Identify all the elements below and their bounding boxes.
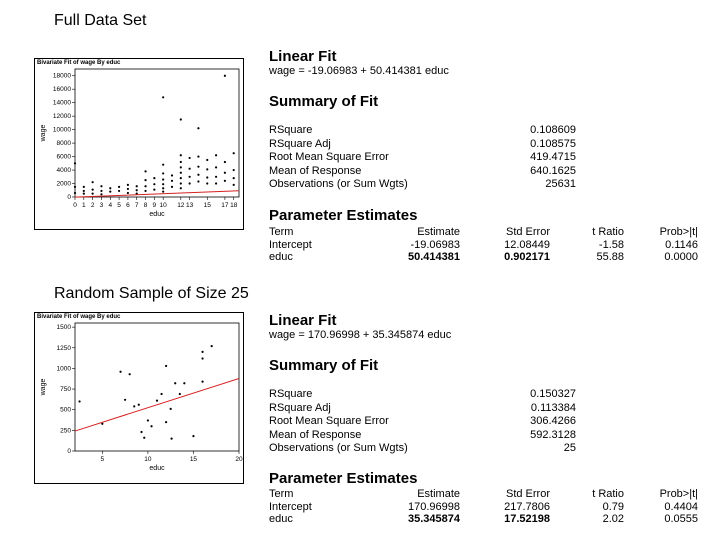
data-point [197,180,199,182]
summary-value: 640.1625 [530,164,576,177]
data-point [197,174,199,176]
summary-label: RSquare [269,124,313,136]
data-point [215,176,217,178]
data-point [189,182,191,184]
data-point [189,176,191,178]
data-point [215,154,217,156]
param-cell: -1.58 [598,238,624,251]
data-point [180,172,182,174]
data-point [127,184,129,186]
data-point [165,365,167,367]
plot-sample [34,312,244,484]
scatter-plot-sample [35,313,243,483]
x-tick-label: 20 [235,456,243,463]
x-tick-label: 5 [117,202,121,209]
data-point [92,181,94,183]
plot-title: Bivariate Fit of wage By educ [37,60,121,66]
y-tick-label: 1250 [56,344,71,352]
data-point [147,419,149,421]
data-point [211,345,213,347]
param-cell: 170.96998 [408,500,460,513]
summary-value: 0.113384 [530,401,576,414]
param-column-header: Prob>|t| [659,488,698,500]
y-tick-label: 18000 [52,72,71,80]
data-point [127,192,129,194]
y-tick-label: 4000 [56,167,71,175]
data-point [136,185,138,187]
data-point [144,170,146,172]
x-tick-label: 6 [126,202,130,209]
param-column-header: Term [269,226,294,238]
data-point [170,408,172,410]
y-tick-label: 500 [60,406,71,414]
data-point [180,118,182,120]
param-cell: 0.1146 [665,238,698,251]
data-point [192,435,194,437]
x-tick-label: 10 [144,456,152,463]
data-point [233,184,235,186]
data-point [171,180,173,182]
x-tick-label: 7 [134,202,139,209]
data-point [109,191,111,193]
data-point [215,182,217,184]
summary-label: RSquare [269,388,313,400]
data-point [150,425,152,427]
summary-value: 592.3128 [530,428,576,441]
summary-heading-2: Summary of Fit [269,357,379,374]
data-point [92,188,94,190]
y-tick-label: 8000 [56,140,71,148]
scatter-plot-full [35,59,243,229]
summary-heading-1: Summary of Fit [269,93,379,110]
data-point [127,188,129,190]
x-tick-label: 10 [159,202,167,209]
data-point [83,186,85,188]
y-tick-label: 750 [60,386,71,394]
data-point [162,164,164,166]
data-point [74,192,76,194]
data-point [92,193,94,195]
data-point [153,183,155,185]
data-point [153,177,155,179]
param-column-header: Estimate [417,226,460,238]
data-point [224,180,226,182]
param-column-header: t Ratio [592,488,624,500]
param-cell: educ [269,513,293,525]
data-point [162,183,164,185]
data-point [171,174,173,176]
data-point [140,431,142,433]
summary-label: Mean of Response [269,164,362,177]
param-cell: 0.0000 [664,251,698,263]
summary-label: RSquare Adj [269,401,331,414]
param-cell: -19.06983 [410,238,460,251]
param-column-header: Estimate [417,488,460,500]
data-point [201,381,203,383]
x-tick-label: 0 [73,202,77,209]
data-point [197,127,199,129]
x-tick-label: 15 [203,202,211,209]
data-point [206,159,208,161]
data-point [171,186,173,188]
data-point [138,404,140,406]
data-point [206,182,208,184]
x-axis-label: educ [149,211,165,218]
data-point [74,186,76,188]
data-point [180,161,182,163]
param-cell: educ [269,251,293,263]
data-point [153,188,155,190]
data-point [162,96,164,98]
x-tick-label: 3 [99,202,104,209]
data-point [162,178,164,180]
params-heading-2: Parameter Estimates [269,470,418,487]
plot-title: Bivariate Fit of wage By educ [37,314,121,320]
data-point [201,351,203,353]
data-point [100,193,102,195]
param-cell: 2.02 [602,513,624,525]
y-tick-label: 2000 [56,180,71,188]
param-cell: 0.902171 [504,251,550,263]
data-point [197,166,199,168]
x-tick-label: 17 [221,202,229,209]
data-point [129,373,131,375]
param-cell: 17.52198 [504,513,550,525]
summary-value: 0.108609 [530,124,576,136]
y-axis-label: wage [40,378,47,396]
data-point [83,190,85,192]
y-tick-label: 1000 [56,365,71,373]
data-point [233,169,235,171]
x-tick-label: 12 [177,202,185,209]
summary-value: 0.108575 [530,137,576,150]
param-cell: 55.88 [596,251,624,263]
x-tick-label: 9 [152,202,157,209]
data-point [233,177,235,179]
x-axis-label: educ [149,465,165,472]
param-column-header: Std Error [505,226,550,238]
summary-label: RSquare Adj [269,137,331,150]
summary-label: Mean of Response [269,428,362,441]
summary-value: 25 [563,442,576,454]
params-heading-1: Parameter Estimates [269,207,418,224]
data-point [180,166,182,168]
y-tick-label: 16000 [52,86,71,94]
summary-label: Root Mean Square Error [269,151,389,163]
x-tick-label: 18 [230,202,238,209]
data-point [165,421,167,423]
x-tick-label: 8 [143,202,148,209]
param-cell: 0.4404 [664,500,698,513]
data-point [133,405,135,407]
param-cell: Intercept [269,500,312,513]
data-point [162,187,164,189]
x-tick-label: 15 [189,456,198,463]
data-point [118,186,120,188]
param-cell: 0.0555 [664,513,698,525]
x-tick-label: 2 [90,202,95,209]
data-point [109,187,111,189]
data-point [189,157,191,159]
data-point [180,182,182,184]
data-point [83,193,85,195]
data-point [144,190,146,192]
fit-equation-2: wage = 170.96998 + 35.345874 educ [269,329,452,341]
param-cell: Intercept [269,238,312,251]
plot-area [75,69,239,197]
summary-value: 306.4266 [530,415,576,427]
x-tick-label: 1 [82,202,86,209]
x-tick-label: 5 [100,456,105,463]
data-point [174,382,176,384]
fit-equation-1: wage = -19.06983 + 50.414381 educ [269,65,449,77]
data-point [224,75,226,77]
data-point [119,371,121,373]
x-tick-label: 13 [186,202,194,209]
y-tick-label: 14000 [52,99,71,107]
data-point [224,161,226,163]
data-point [162,191,164,193]
data-point [136,189,138,191]
param-cell: 35.345874 [408,513,460,525]
summary-value: 419.4715 [530,151,576,163]
data-point [180,177,182,179]
param-cell: 217.7806 [504,500,550,513]
data-point [183,382,185,384]
data-point [100,185,102,187]
data-point [143,437,145,439]
data-point [144,185,146,187]
section-title-full: Full Data Set [54,12,147,29]
data-point [201,357,203,359]
param-column-header: Std Error [505,488,550,500]
data-point [197,155,199,157]
y-tick-label: 250 [60,427,71,435]
plot-full-data [34,58,244,230]
data-point [180,187,182,189]
data-point [189,168,191,170]
data-point [215,166,217,168]
data-point [144,179,146,181]
linear-fit-heading-2: Linear Fit [269,312,337,329]
data-point [124,399,126,401]
data-point [160,393,162,395]
param-cell: 12.08449 [504,238,550,251]
y-tick-label: 1500 [56,324,71,332]
y-tick-label: 0 [67,448,71,455]
x-tick-label: 4 [108,202,113,209]
summary-label: Observations (or Sum Wgts) [269,178,408,190]
param-cell: 0.79 [602,500,624,513]
data-point [162,172,164,174]
summary-value: 0.150327 [530,388,576,400]
param-column-header: t Ratio [592,226,624,238]
data-point [100,190,102,192]
summary-value: 25631 [545,178,576,190]
y-axis-label: wage [40,124,47,142]
data-point [224,172,226,174]
param-column-header: Prob>|t| [659,226,698,238]
section-title-sample: Random Sample of Size 25 [54,285,249,302]
data-point [180,154,182,156]
y-tick-label: 10000 [52,126,71,134]
summary-label: Root Mean Square Error [269,415,389,427]
y-tick-label: 12000 [52,113,71,121]
data-point [233,152,235,154]
data-point [179,393,181,395]
plot-area [75,323,239,451]
linear-fit-heading-1: Linear Fit [269,48,337,65]
data-point [118,190,120,192]
param-column-header: Term [269,488,294,500]
data-point [170,438,172,440]
summary-label: Observations (or Sum Wgts) [269,442,408,454]
y-tick-label: 0 [67,194,71,201]
data-point [74,162,76,164]
y-tick-label: 6000 [56,153,71,161]
data-point [206,176,208,178]
param-cell: 50.414381 [408,251,460,263]
data-point [78,400,80,402]
data-point [156,400,158,402]
data-point [206,168,208,170]
